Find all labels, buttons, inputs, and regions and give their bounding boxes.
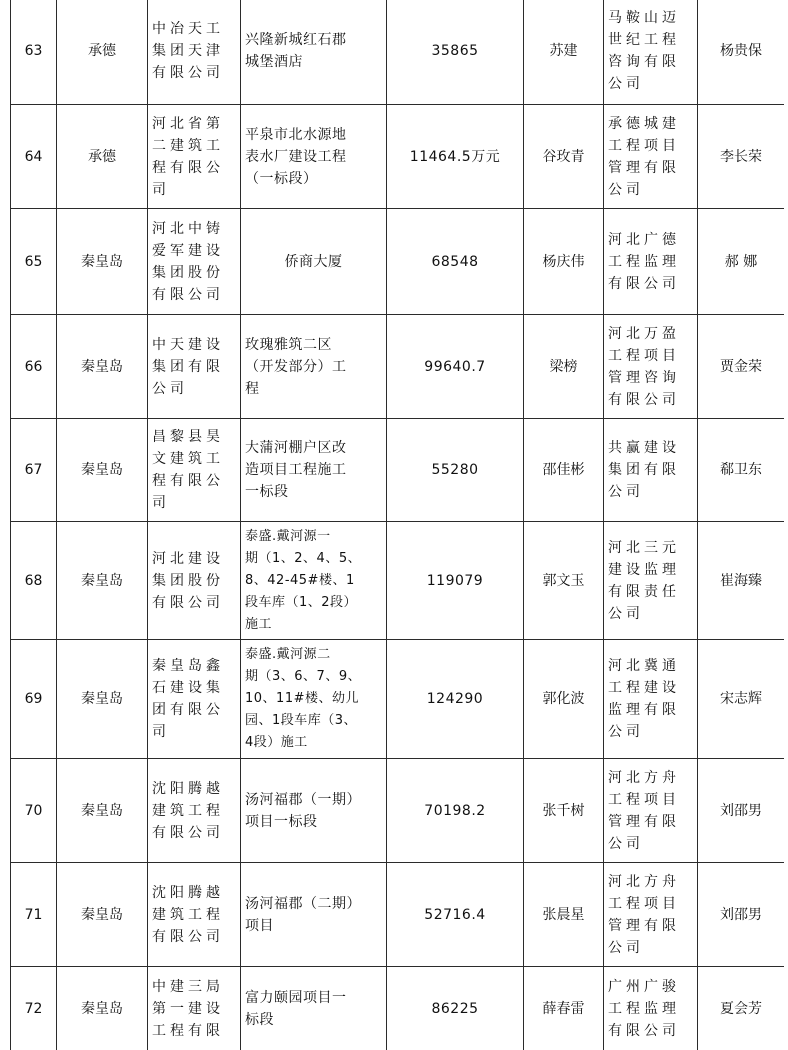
supervisor-cell [604,0,698,105]
builder-line: 集团股份 [152,264,224,281]
supervisor-line: 管理有限 [608,917,680,934]
builder-line: 沈阳腾越 [152,884,224,901]
builder-cell [148,863,241,967]
cost-cell: 70198.2 [387,759,524,863]
project-line: 期（3、6、7、9、 [245,669,362,684]
project-cell [241,522,387,640]
cost-cell: 86225 [387,967,524,1050]
builder-line: 有限公司 [152,64,224,81]
project-registry-sheet [10,0,784,1050]
engineer-cell: 宋志辉 [698,640,785,759]
project-line: 园、1段车库（3、 [245,713,358,728]
project-line: 玫瑰雅筑二区 [245,336,332,353]
table-row [11,105,785,209]
manager-cell: 郭化波 [524,640,604,759]
supervisor-cell [604,863,698,967]
builder-line: 有限公司 [152,286,224,303]
manager-cell: 梁榜 [524,315,604,419]
builder-line: 司 [152,724,170,740]
builder-cell [148,967,241,1050]
row-number: 71 [11,863,57,967]
project-line: 造项目工程施工 [245,462,347,478]
city-cell: 秦皇岛 [57,315,148,419]
city-cell: 秦皇岛 [57,522,148,640]
project-line: 泰盛.戴河源二 [245,647,331,662]
engineer-cell: 崔海臻 [698,522,785,640]
project-line: 期（1、2、4、5、 [245,550,362,566]
manager-cell: 薛春雷 [524,967,604,1050]
builder-cell [148,315,241,419]
builder-line: 爱军建设 [152,242,224,259]
builder-line: 中天建设 [152,336,224,353]
supervisor-line: 工程项目 [608,347,680,364]
supervisor-line: 工程项目 [608,895,680,912]
supervisor-line: 咨询有限 [608,53,680,70]
engineer-cell: 郗卫东 [698,419,785,522]
cost-cell: 11464.5万元 [387,105,524,209]
manager-cell: 杨庆伟 [524,209,604,315]
project-line: 项目一标段 [245,813,318,830]
project-cell [241,105,387,209]
builder-line: 河北省第 [152,115,224,132]
supervisor-line: 公司 [608,484,644,500]
builder-line: 司 [152,495,170,511]
row-number: 65 [11,209,57,315]
builder-line: 秦皇岛鑫 [152,658,224,674]
supervisor-cell [604,419,698,522]
project-line: 一标段 [245,484,289,500]
builder-line: 建筑工程 [152,906,224,923]
table-row [11,759,785,863]
city-cell: 秦皇岛 [57,209,148,315]
supervisor-line: 工程监理 [608,1000,680,1017]
project-line: （开发部分）工 [245,358,347,375]
supervisor-line: 管理有限 [608,813,680,830]
supervisor-line: 公司 [608,724,644,740]
supervisor-line: 管理咨询 [608,369,680,386]
supervisor-line: 工程项目 [608,791,680,808]
manager-cell: 郭文玉 [524,522,604,640]
city-cell: 秦皇岛 [57,640,148,759]
manager-cell: 张晨星 [524,863,604,967]
project-line: 富力颐园项目一 [245,989,347,1006]
row-number: 64 [11,105,57,209]
supervisor-line: 工程建设 [608,680,680,696]
city-cell: 秦皇岛 [57,419,148,522]
supervisor-cell [604,522,698,640]
supervisor-line: 河北广德 [608,231,680,248]
project-table [10,0,784,1050]
supervisor-line: 有限责任 [608,583,680,600]
supervisor-line: 世纪工程 [608,31,680,48]
row-number: 67 [11,419,57,522]
builder-line: 建筑工程 [152,802,224,819]
table-row [11,967,785,1050]
supervisor-cell [604,967,698,1050]
project-cell [241,863,387,967]
project-line: 程 [245,380,260,397]
project-cell [241,209,387,315]
cost-cell: 55280 [387,419,524,522]
supervisor-line: 马鞍山迈 [608,9,680,26]
project-line: 施工 [245,616,273,632]
project-cell [241,640,387,759]
supervisor-line: 河北方舟 [608,873,680,890]
project-line: 4段）施工 [245,735,308,750]
builder-line: 公司 [152,380,188,397]
supervisor-line: 承德城建 [608,115,680,132]
project-cell [241,315,387,419]
engineer-cell: 刘邵男 [698,759,785,863]
engineer-cell: 贾金荣 [698,315,785,419]
builder-line: 团有限公 [152,702,224,718]
builder-line: 有限公司 [152,824,224,841]
builder-line: 司 [152,181,170,198]
engineer-cell: 郝 娜 [698,209,785,315]
builder-line: 工程有限 [152,1022,224,1039]
project-cell [241,967,387,1050]
supervisor-line: 公司 [608,605,644,622]
row-number: 63 [11,0,57,105]
builder-cell [148,105,241,209]
supervisor-cell [604,640,698,759]
supervisor-line: 监理有限 [608,702,680,718]
builder-line: 二建筑工 [152,137,224,154]
row-number: 72 [11,967,57,1050]
table-row [11,863,785,967]
builder-line: 有限公司 [152,594,224,611]
builder-cell [148,640,241,759]
builder-line: 河北建设 [152,550,224,567]
table-row [11,0,785,105]
table-row [11,640,785,759]
builder-cell [148,522,241,640]
city-cell: 承德 [57,0,148,105]
cost-cell: 35865 [387,0,524,105]
supervisor-line: 公司 [608,75,644,92]
project-line: 标段 [245,1011,274,1028]
supervisor-line: 工程项目 [608,137,680,154]
supervisor-line: 共赢建设 [608,440,680,456]
project-line: 大蒲河棚户区改 [245,440,347,456]
supervisor-line: 河北三元 [608,539,680,556]
builder-line: 有限公司 [152,928,224,945]
cost-cell: 52716.4 [387,863,524,967]
project-line: 表水厂建设工程 [245,148,347,165]
builder-cell [148,419,241,522]
supervisor-cell [604,759,698,863]
city-cell: 秦皇岛 [57,759,148,863]
builder-line: 中冶天工 [152,20,224,37]
builder-line: 集团有限 [152,358,224,375]
city-cell: 秦皇岛 [57,863,148,967]
table-body [11,0,785,1050]
cost-cell: 119079 [387,522,524,640]
supervisor-line: 管理有限 [608,159,680,176]
builder-line: 石建设集 [152,680,224,696]
supervisor-line: 公司 [608,835,644,852]
supervisor-line: 建设监理 [608,561,680,578]
project-line: 项目 [245,917,274,934]
project-line: 城堡酒店 [245,53,303,70]
supervisor-line: 河北冀通 [608,658,680,674]
row-number: 68 [11,522,57,640]
builder-line: 集团天津 [152,42,224,59]
supervisor-line: 工程监理 [608,253,680,270]
supervisor-cell [604,209,698,315]
row-number: 69 [11,640,57,759]
project-cell [241,759,387,863]
project-line: （一标段） [245,170,318,187]
supervisor-line: 集团有限 [608,462,680,478]
city-cell: 秦皇岛 [57,967,148,1050]
city-cell: 承德 [57,105,148,209]
builder-line: 程有限公 [152,159,224,176]
supervisor-cell [604,105,698,209]
supervisor-line: 广州广骏 [608,978,680,995]
engineer-cell: 刘邵男 [698,863,785,967]
project-line: 段车库（1、2段） [245,594,358,610]
builder-cell [148,209,241,315]
cost-cell: 124290 [387,640,524,759]
manager-cell: 苏建 [524,0,604,105]
supervisor-line: 公司 [608,181,644,198]
cost-cell: 68548 [387,209,524,315]
supervisor-line: 有限公司 [608,275,680,292]
supervisor-cell [604,315,698,419]
row-number: 70 [11,759,57,863]
builder-line: 昌黎县昊 [152,429,224,445]
project-line: 侨商大厦 [284,253,343,270]
project-line: 兴隆新城红石郡 [245,31,347,48]
builder-line: 河北中铸 [152,220,224,237]
cost-cell: 99640.7 [387,315,524,419]
project-line: 汤河福郡（一期） [245,791,361,808]
project-line: 汤河福郡（二期） [245,895,361,912]
supervisor-line: 有限公司 [608,1022,680,1039]
table-row [11,209,785,315]
project-cell [241,419,387,522]
builder-line: 集团股份 [152,572,224,589]
project-line: 平泉市北水源地 [245,126,347,143]
manager-cell: 邵佳彬 [524,419,604,522]
engineer-cell: 杨贵保 [698,0,785,105]
manager-cell: 谷玫青 [524,105,604,209]
engineer-cell: 夏会芳 [698,967,785,1050]
builder-line: 中建三局 [152,978,224,995]
supervisor-line: 有限公司 [608,391,680,408]
builder-line: 文建筑工 [152,451,224,467]
table-row [11,522,785,640]
table-row [11,419,785,522]
builder-cell [148,759,241,863]
supervisor-line: 河北万盈 [608,325,680,342]
builder-line: 沈阳腾越 [152,780,224,797]
project-line: 泰盛.戴河源一 [245,528,331,544]
project-cell [241,0,387,105]
table-row [11,315,785,419]
engineer-cell: 李长荣 [698,105,785,209]
supervisor-line: 公司 [608,939,644,956]
project-line: 10、11#楼、幼儿 [245,691,359,706]
builder-line: 程有限公 [152,473,224,489]
builder-line: 第一建设 [152,1000,224,1017]
manager-cell: 张千树 [524,759,604,863]
project-line: 8、42-45#楼、1 [245,572,355,588]
row-number: 66 [11,315,57,419]
supervisor-line: 河北方舟 [608,769,680,786]
builder-cell [148,0,241,105]
